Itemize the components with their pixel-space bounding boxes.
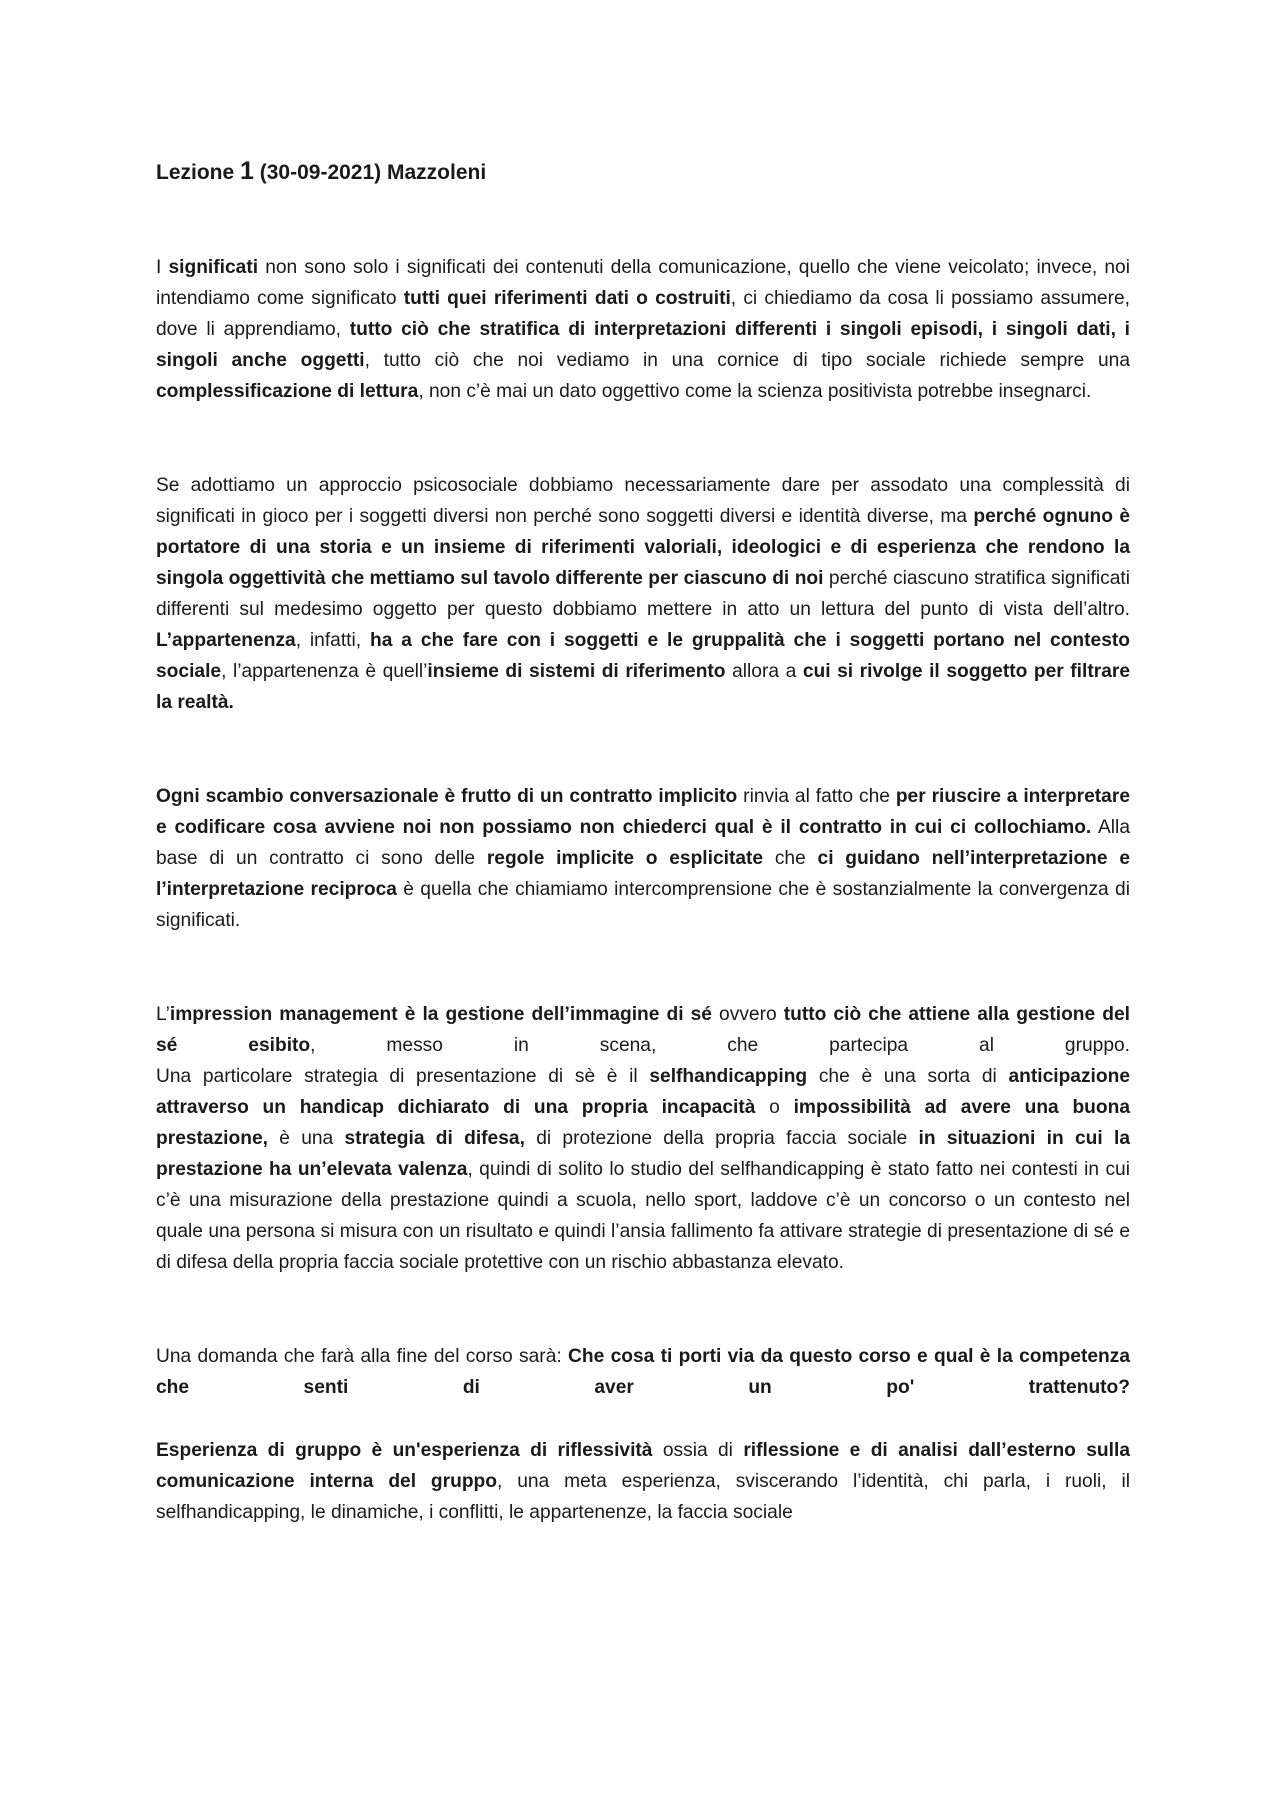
text-run: Alla base di un contratto ci sono delle [156,817,1130,869]
bold-text-run: per riuscire a interpretare e codificare cosa avviene noi non possiamo non chiederci qual è il contratto in cui ci collochiamo. [156,786,1130,838]
bold-text-run: significati [168,257,259,278]
bold-text-run: regole implicite o esplicitate [486,848,764,869]
text-run: , ci chiediamo da cosa li possiamo assumere, dove li apprendiamo, [156,288,1130,340]
text-run: Una domanda che farà alla fine del corso sarà: [156,1346,569,1367]
text-run: , tutto ciò che noi vediamo in una cornice di tipo sociale richiede sempre una [364,350,1130,371]
text-run: ovvero [711,1004,784,1025]
bold-text-run: ci guidano nell’interpretazione e l’interpretazione reciproca [156,848,1130,900]
bold-text-run: perché ognuno è portatore di una storia e un insieme di riferimenti valoriali, ideologici e di esperienza che rendono la singola oggettività che mettiamo sul tavolo differente per ciascuno di noi [156,506,1131,589]
bold-text-run: ha a che fare con i soggetti e le gruppalità che i soggetti portano nel contesto sociale [156,630,1130,682]
text-run: è quella che chiamiamo intercomprensione che è sostanzialmente la convergenza di significati. [156,879,1130,931]
paragraph-approccio [156,470,1130,718]
bold-text-run: strategia di difesa, [344,1128,525,1149]
text-run: , infatti, [295,630,370,651]
text-run: Se adottiamo un approccio psicosociale dobbiamo necessariamente dare per assodato una complessità di significati in gioco per i soggetti diversi non perché sono soggetti diversi e identità diverse, ma [156,475,1130,527]
bold-text-run: riflessione e di analisi dall’esterno sulla comunicazione interna del gruppo [156,1440,1130,1492]
lesson-number: 1 [240,157,254,185]
paragraph-impression-management [156,999,1130,1278]
text-run: non sono solo i significati dei contenuti della comunicazione, quello che viene veicolato; invece, noi intendiamo come significato [156,257,1130,309]
bold-text-run: in situazioni in cui la prestazione ha un’elevata valenza [156,1128,1130,1180]
paragraph-impression-a [156,999,1130,1061]
paragraph-impression-b [156,1061,1130,1278]
bold-text-run: tutto ciò che stratifica di interpretazioni differenti i singoli episodi, i singoli dati, i singoli anche oggetti [156,319,1130,371]
title-suffix: (30-09-2021) Mazzoleni [253,161,487,184]
text-run: o [755,1097,794,1118]
bold-text-run: Che cosa ti porti via da questo corso e qual è la competenza che senti di aver un po' trattenuto? [156,1346,1130,1398]
text-run: che è una sorta di [807,1066,1009,1087]
text-run: I [156,257,169,278]
paragraph-contratto [156,781,1130,936]
page-title [156,156,1130,188]
text-run: ossia di [652,1440,744,1461]
text-run: che [763,848,818,869]
bold-text-run: Esperienza di gruppo è un'esperienza di riflessività [156,1440,653,1461]
bold-text-run: complessificazione di lettura [156,381,419,402]
bold-text-run: tutti quei riferimenti dati o costruiti [403,288,731,309]
bold-text-run: selfhandicapping [649,1066,808,1087]
text-run: , non c’è mai un dato oggettivo come la scienza positivista potrebbe insegnarci. [418,381,1092,402]
paragraph-esperienza [156,1435,1130,1528]
text-run: , l’appartenenza è quell’ [221,661,428,682]
text-run: L’ [156,1004,170,1025]
bold-text-run: insieme di sistemi di riferimento [427,661,726,682]
text-run: è una [267,1128,345,1149]
bold-text-run: impression management è la gestione dell’immagine di sé [169,1004,712,1025]
text-run: di protezione della propria faccia sociale [524,1128,919,1149]
text-run: perché ciascuno stratifica significati differenti sul medesimo oggetto per questo dobbiamo mettere in atto un lettura del punto di vista dell’altro. [156,568,1130,620]
text-run: , una meta esperienza, sviscerando l’identità, chi parla, i ruoli, il selfhandicapping, le dinamiche, i conflitti, le appartenenze, la faccia sociale [156,1471,1130,1523]
bold-text-run: cui si rivolge il soggetto per filtrare la realtà. [156,661,1131,713]
bold-text-run: impossibilità ad avere una buona prestazione, [156,1097,1131,1149]
paragraph-significati [156,252,1130,407]
text-run: rinvia al fatto che [737,786,896,807]
text-run: Una particolare strategia di presentazione di sè è il [156,1066,650,1087]
text-run: , quindi di solito lo studio del selfhandicapping è stato fatto nei contesti in cui c’è una misurazione della prestazione quindi a scuola, nello sport, laddove c’è un concorso o un contesto nel quale una persona si misura con un risultato e quindi l’ansia fallimento fa attivare strategie di presentazione di sé e di difesa della propria faccia sociale protettive con un rischio abbastanza elevato. [156,1159,1130,1273]
text-run: , messo in scena, che partecipa al gruppo. [310,1035,1130,1056]
bold-text-run: L’appartenenza [156,630,296,651]
bold-text-run: tutto ciò che attiene alla gestione del sé esibito [156,1004,1130,1056]
document-page [156,156,1130,1528]
text-run: allora a [725,661,803,682]
bold-text-run: Ogni scambio conversazionale è frutto di un contratto implicito [156,786,738,807]
paragraph-domanda [156,1341,1130,1403]
title-prefix: Lezione [156,161,241,184]
bold-text-run: anticipazione attraverso un handicap dichiarato di una propria incapacità [156,1066,1130,1118]
